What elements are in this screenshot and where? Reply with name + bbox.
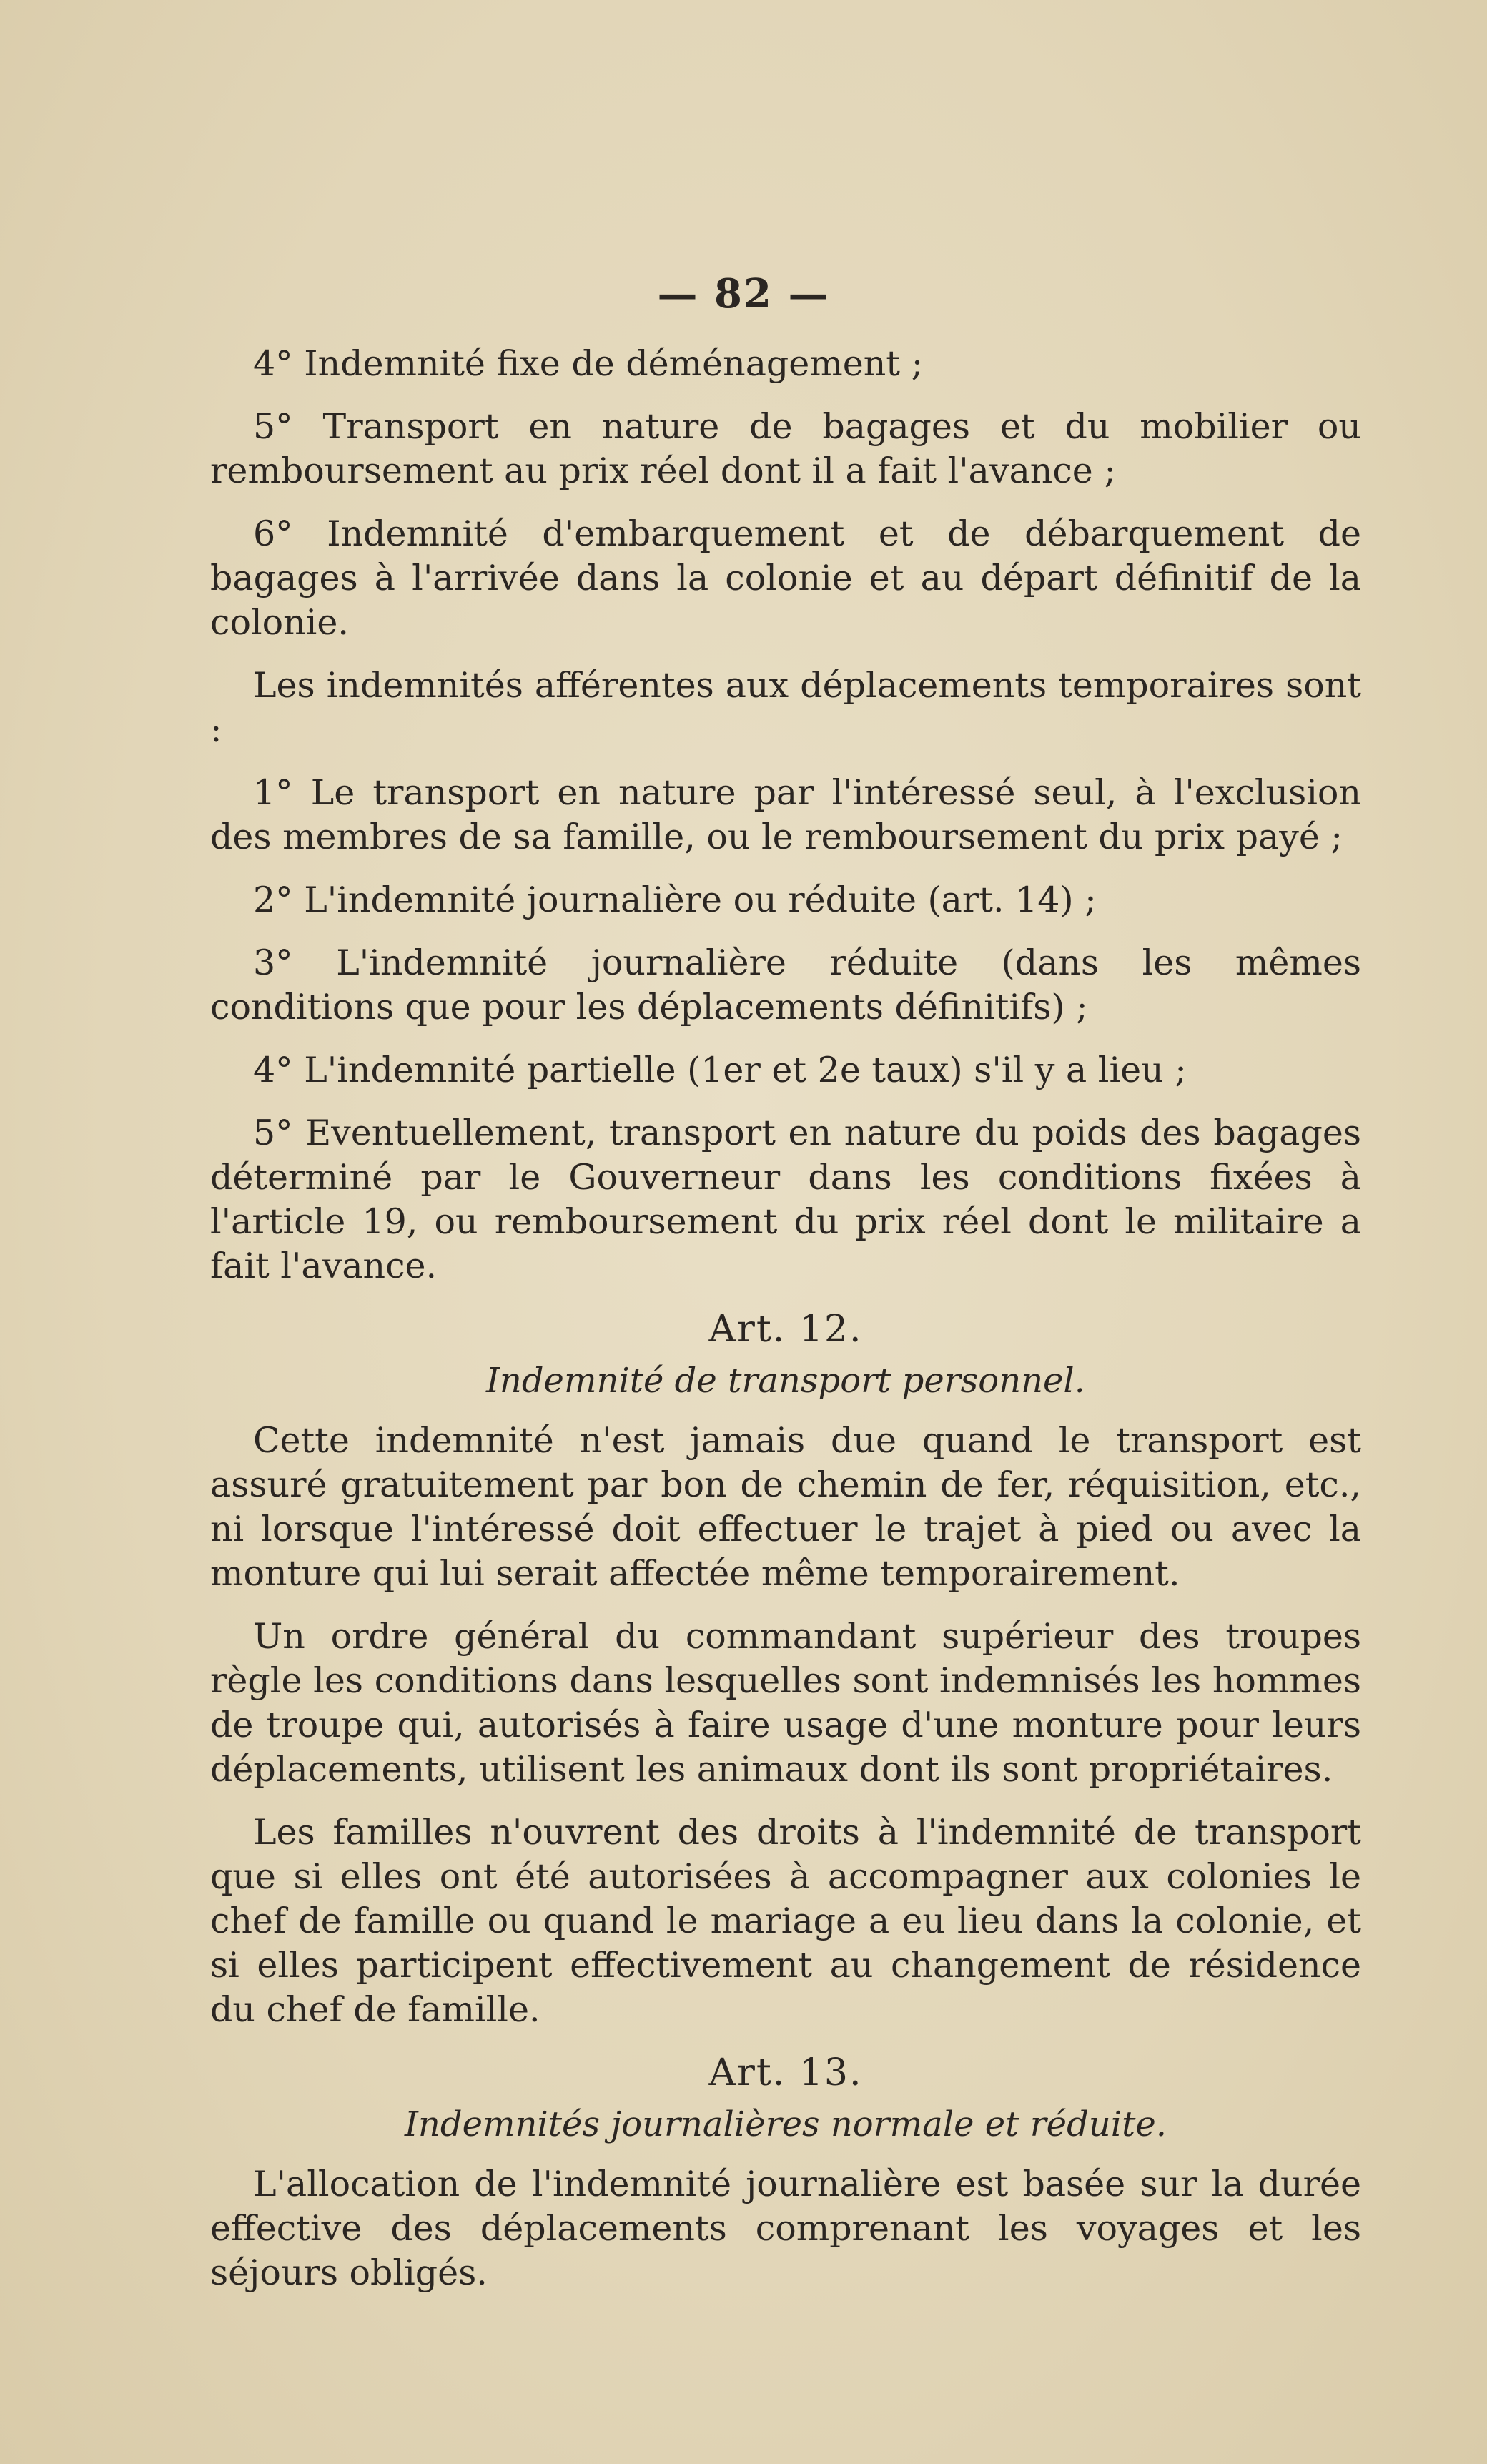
article-13-title: Art. 13. bbox=[708, 2051, 863, 2094]
paragraph: Les familles n'ouvrent des droits à l'indemnité de transport que si elles ont été autorisées à accompagner aux colonies le chef de famille ou quand le mariage a eu lieu dans la colonie, et si elles participent effectivement au changement de résidence du chef de famille. bbox=[210, 1812, 1361, 2030]
page-body bbox=[210, 342, 1361, 2314]
paragraph: L'allocation de l'indemnité journalière est basée sur la durée effective des déplacements comprenant les voyages et les séjours obligés. bbox=[210, 2164, 1361, 2293]
paragraph: 2° L'indemnité journalière ou réduite (art. 14) ; bbox=[253, 879, 1097, 920]
paragraph: Un ordre général du commandant supérieur des troupes règle les conditions dans lesquelles sont indemnisés les hommes de troupe qui, autorisés à faire usage d'une monture pour leurs déplacements, utilisent les animaux dont ils sont propriétaires. bbox=[210, 1616, 1361, 1790]
article-13-subtitle: Indemnités journalières normale et réduite. bbox=[404, 2104, 1167, 2144]
paragraph: 6° Indemnité d'embarquement et de débarquement de bagages à l'arrivée dans la colonie et au départ définitif de la colonie. bbox=[210, 513, 1361, 643]
paragraph: Les indemnités afférentes aux déplacements temporaires sont : bbox=[210, 665, 1361, 750]
paragraph: 4° Indemnité fixe de déménagement ; bbox=[253, 343, 924, 384]
paragraph: 1° Le transport en nature par l'intéressé seul, à l'exclusion des membres de sa famille, ou le remboursement du prix payé ; bbox=[210, 772, 1361, 857]
article-12-subtitle: Indemnité de transport personnel. bbox=[485, 1361, 1086, 1401]
paragraph: 4° L'indemnité partielle (1er et 2e taux) s'il y a lieu ; bbox=[253, 1050, 1187, 1090]
page-number: — 82 — bbox=[657, 270, 830, 317]
paragraph: 5° Transport en nature de bagages et du mobilier ou remboursement au prix réel dont il a fait l'avance ; bbox=[210, 406, 1361, 491]
paragraph: 5° Eventuellement, transport en nature du poids des bagages déterminé par le Gouverneur dans les conditions fixées à l'article 19, ou remboursement du prix réel dont le militaire a fait l'avance. bbox=[210, 1113, 1361, 1286]
article-12-title: Art. 12. bbox=[708, 1308, 863, 1351]
paragraph: 3° L'indemnité journalière réduite (dans les mêmes conditions que pour les déplacements définitifs) ; bbox=[210, 942, 1361, 1028]
paragraph: Cette indemnité n'est jamais due quand le transport est assuré gratuitement par bon de chemin de fer, réquisition, etc., ni lorsque l'intéressé doit effectuer le trajet à pied ou avec la monture qui lui serait affectée même temporairement. bbox=[210, 1420, 1361, 1594]
